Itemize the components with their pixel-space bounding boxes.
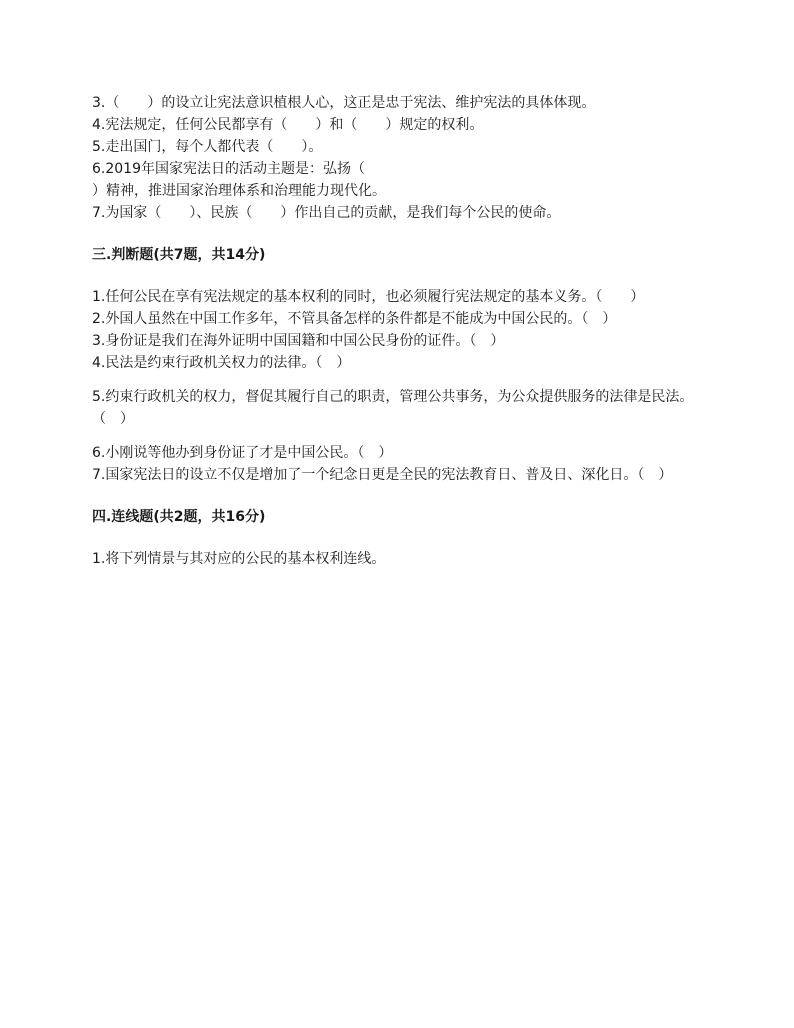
judgment-item-1: 1.任何公民在享有宪法规定的基本权利的同时，也必须履行宪法规定的基本义务。（ ）	[92, 289, 645, 305]
fill-in-item-7: 7.为国家（ ）、民族（ ）作出自己的贡献，是我们每个公民的使命。	[92, 205, 561, 221]
fill-in-item-6-part2: ）精神，推进国家治理体系和治理能力现代化。	[92, 183, 386, 199]
judgment-item-5: 5.约束行政机关的权力，督促其履行自己的职责，管理公共事务，为公众提供服务的法律是民法。（ ）	[92, 389, 694, 427]
matching-item-1: 1.将下列情景与其对应的公民的基本权利连线。	[92, 551, 386, 567]
fill-in-item-3: 3.（ ）的设立让宪法意识植根人心，这正是忠于宪法、维护宪法的具体体现。	[92, 95, 596, 111]
document-content	[92, 92, 704, 570]
fill-in-item-6-part1: 6.2019年国家宪法日的活动主题是：弘扬（	[92, 161, 365, 177]
judgment-item-3: 3.身份证是我们在海外证明中国国籍和中国公民身份的证件。（ ）	[92, 333, 505, 349]
section-3-title: 三.判断题(共7题，共14分)	[92, 247, 266, 263]
judgment-item-6: 6.小刚说等他办到身份证了才是中国公民。（ ）	[92, 445, 393, 461]
judgment-item-4: 4.民法是约束行政机关权力的法律。（ ）	[92, 355, 351, 371]
fill-in-item-5: 5.走出国门，每个人都代表（ ）。	[92, 139, 323, 155]
judgment-item-7: 7.国家宪法日的设立不仅是增加了一个纪念日更是全民的宪法教育日、普及日、深化日。（ ）	[92, 467, 673, 483]
fill-in-item-4: 4.宪法规定，任何公民都享有（ ）和（ ）规定的权利。	[92, 117, 484, 133]
judgment-item-2: 2.外国人虽然在中国工作多年，不管具备怎样的条件都是不能成为中国公民的。（ ）	[92, 311, 617, 327]
section-4-title: 四.连线题(共2题，共16分)	[92, 509, 266, 525]
